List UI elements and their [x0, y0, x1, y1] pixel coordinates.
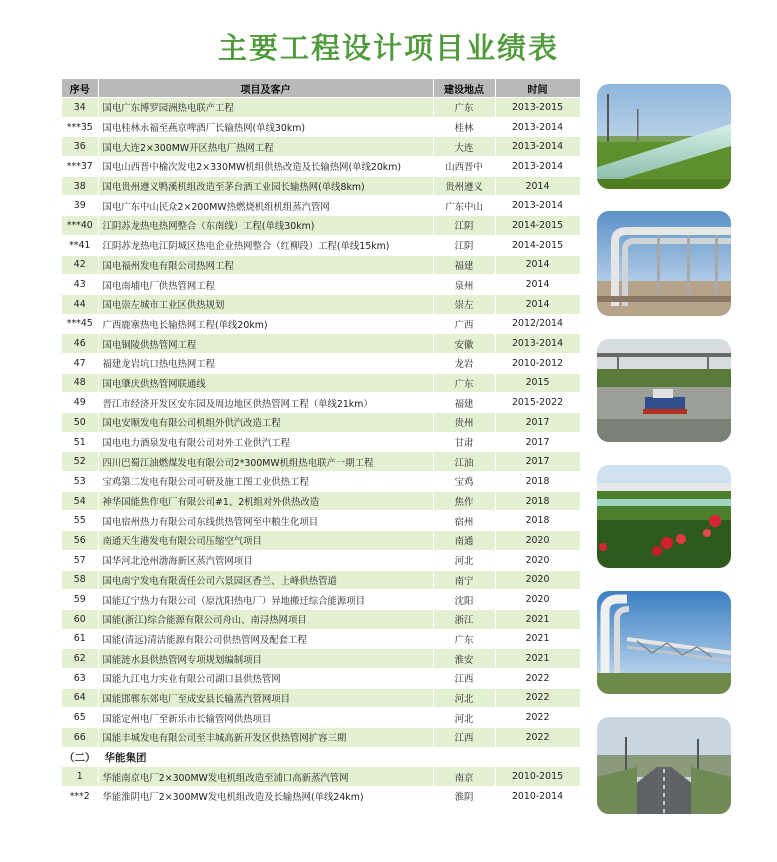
row-project: 国电广东博罗园洲热电联产工程 — [98, 98, 433, 118]
table-row — [62, 196, 580, 216]
row-project: 国华河北沧州渤海新区蒸汽管网项目 — [98, 550, 433, 570]
row-location: 广东中山 — [433, 196, 495, 216]
row-number: 50 — [62, 413, 98, 433]
row-number: ***35 — [62, 117, 98, 137]
row-time: 2014 — [495, 294, 580, 314]
table-row — [62, 708, 580, 728]
row-number: 44 — [62, 294, 98, 314]
row-time: 2013-2014 — [495, 157, 580, 177]
row-location: 江阴 — [433, 235, 495, 255]
row-time: 2010-2014 — [495, 787, 580, 807]
row-location: 南通 — [433, 531, 495, 551]
row-project: 国电电力酒泉发电有限公司对外工业供汽工程 — [98, 432, 433, 452]
row-time: 2018 — [495, 491, 580, 511]
row-number: 57 — [62, 550, 98, 570]
table-row — [62, 728, 580, 748]
table-row — [62, 629, 580, 649]
row-time: 2010-2012 — [495, 353, 580, 373]
row-time: 2013-2014 — [495, 117, 580, 137]
table-row — [62, 117, 580, 137]
row-location: 河北 — [433, 688, 495, 708]
table-row — [62, 491, 580, 511]
row-number: 62 — [62, 649, 98, 669]
row-number: 55 — [62, 511, 98, 531]
row-time: 2013-2014 — [495, 334, 580, 354]
row-project: 江阴苏龙热电热网整合（东南线）工程(单线30km) — [98, 216, 433, 236]
row-project: 华能淮阴电厂2×300MW发电机组改造及长输热网(单线24km) — [98, 787, 433, 807]
row-time: 2020 — [495, 550, 580, 570]
row-project: 国能辽宁热力有限公司（原沈阳热电厂）异地搬迁综合能源项目 — [98, 590, 433, 610]
row-location: 江西 — [433, 728, 495, 748]
row-project: 江阴苏龙热电江阴城区热电企业热网整合（红柳段）工程(单线15km) — [98, 235, 433, 255]
row-location: 淮安 — [433, 649, 495, 669]
row-project: 国电肇庆供热管网联通线 — [98, 373, 433, 393]
row-project: 国电南宁发电有限责任公司六景园区香兰、上峰供热管道 — [98, 570, 433, 590]
row-location: 福建 — [433, 393, 495, 413]
row-project: 国能九江电力实业有限公司湖口县供热管网 — [98, 668, 433, 688]
row-project: 国能(浙江)综合能源有限公司舟山、南浔热网项目 — [98, 609, 433, 629]
row-time: 2018 — [495, 472, 580, 492]
table-row — [62, 668, 580, 688]
row-location: 崇左 — [433, 294, 495, 314]
row-project: 国电铜陵供热管网工程 — [98, 334, 433, 354]
table-row — [62, 314, 580, 334]
page-title: 主要工程设计项目业绩表 — [217, 31, 559, 65]
row-number: ***2 — [62, 787, 98, 807]
row-project: 四川巴蜀江油燃煤发电有限公司2*300MW机组热电联产一期工程 — [98, 452, 433, 472]
table-row — [62, 609, 580, 629]
row-number: 61 — [62, 629, 98, 649]
header-location: 建设地点 — [433, 79, 495, 98]
table-row — [62, 432, 580, 452]
row-location: 桂林 — [433, 117, 495, 137]
row-time: 2017 — [495, 452, 580, 472]
row-number: ***40 — [62, 216, 98, 236]
row-location: 淮阴 — [433, 787, 495, 807]
section-empty-cell — [495, 747, 580, 767]
row-project: 国电桂林永福至燕京啤酒厂长输热网(单线30km) — [98, 117, 433, 137]
row-number: 51 — [62, 432, 98, 452]
row-project: 福建龙岩坑口热电热网工程 — [98, 353, 433, 373]
row-time: 2013-2015 — [495, 98, 580, 118]
row-project: 国电大连2×300MW开区热电厂热网工程 — [98, 137, 433, 157]
row-number: 42 — [62, 255, 98, 275]
row-time: 2013-2014 — [495, 196, 580, 216]
table-row — [62, 353, 580, 373]
row-time: 2015-2022 — [495, 393, 580, 413]
table-row — [62, 590, 580, 610]
row-project: 广西鹿寨热电长输热网工程(单线20km) — [98, 314, 433, 334]
row-location: 河北 — [433, 550, 495, 570]
row-time: 2010-2015 — [495, 767, 580, 787]
row-number: 58 — [62, 570, 98, 590]
row-number: 48 — [62, 373, 98, 393]
row-location: 江阴 — [433, 216, 495, 236]
row-project: 国电广东中山民众2×200MW热燃烧机组机组蒸汽管网 — [98, 196, 433, 216]
row-project: 国电崇左城市工业区供热规划 — [98, 294, 433, 314]
row-number: 53 — [62, 472, 98, 492]
table-row — [62, 570, 580, 590]
river-bridge-pipe-photo — [597, 339, 731, 442]
table-row — [62, 767, 580, 787]
row-location: 宿州 — [433, 511, 495, 531]
row-number: 38 — [62, 176, 98, 196]
row-time: 2014 — [495, 255, 580, 275]
pipe-rack-photo — [597, 211, 731, 316]
table-row — [62, 157, 580, 177]
table-row — [62, 531, 580, 551]
row-number: 54 — [62, 491, 98, 511]
row-project: 国电山西晋中榆次发电2×330MW机组供热改造及长输热网(单线20km) — [98, 157, 433, 177]
row-project: 国电南埔电厂供热管网工程 — [98, 275, 433, 295]
row-time: 2022 — [495, 688, 580, 708]
row-time: 2017 — [495, 432, 580, 452]
table-row — [62, 334, 580, 354]
row-time: 2022 — [495, 728, 580, 748]
row-project: 国能邯郸东郊电厂至成安县长输蒸汽管网项目 — [98, 688, 433, 708]
row-location: 沈阳 — [433, 590, 495, 610]
table-row — [62, 137, 580, 157]
row-location: 福建 — [433, 255, 495, 275]
row-location: 宝鸡 — [433, 472, 495, 492]
section-row — [62, 747, 580, 767]
row-location: 南宁 — [433, 570, 495, 590]
row-number: 56 — [62, 531, 98, 551]
row-number: 52 — [62, 452, 98, 472]
section-name: 华能集团 — [98, 747, 433, 767]
row-time: 2014 — [495, 275, 580, 295]
table-row — [62, 176, 580, 196]
row-number: 63 — [62, 668, 98, 688]
table-row — [62, 550, 580, 570]
row-location: 江西 — [433, 668, 495, 688]
row-location: 大连 — [433, 137, 495, 157]
table-row — [62, 216, 580, 236]
row-location: 河北 — [433, 708, 495, 728]
table-row — [62, 787, 580, 807]
header-time: 时间 — [495, 79, 580, 98]
row-project: 国电宿州热力有限公司东线供热管网至中粮生化项目 — [98, 511, 433, 531]
row-time: 2014-2015 — [495, 216, 580, 236]
row-number: 39 — [62, 196, 98, 216]
pipeline-field-photo — [597, 84, 731, 189]
table-row — [62, 275, 580, 295]
row-location: 贵州 — [433, 413, 495, 433]
row-time: 2013-2014 — [495, 137, 580, 157]
row-project: 南通天生港发电有限公司压缩空气项目 — [98, 531, 433, 551]
row-project: 国电福州发电有限公司热网工程 — [98, 255, 433, 275]
row-number: ***45 — [62, 314, 98, 334]
row-time: 2018 — [495, 511, 580, 531]
row-location: 江油 — [433, 452, 495, 472]
row-location: 山西晋中 — [433, 157, 495, 177]
row-project: 国能涟水县供热管网专项规划编制项目 — [98, 649, 433, 669]
table-row — [62, 373, 580, 393]
table-row — [62, 452, 580, 472]
table-body — [62, 98, 580, 807]
header-project: 项目及客户 — [98, 79, 433, 98]
table-row — [62, 649, 580, 669]
row-number: 60 — [62, 609, 98, 629]
row-project: 国能丰城发电有限公司至丰城高新开发区供热管网扩容三期 — [98, 728, 433, 748]
row-location: 龙岩 — [433, 353, 495, 373]
row-time: 2017 — [495, 413, 580, 433]
table-row — [62, 98, 580, 118]
flowers-pipe-photo — [597, 465, 731, 568]
row-number: 65 — [62, 708, 98, 728]
row-time: 2014-2015 — [495, 235, 580, 255]
row-project: 国电贵州遵义鸭溪机组改造至茅台酒工业园长输热网(单线8km) — [98, 176, 433, 196]
table-row — [62, 472, 580, 492]
table-row — [62, 511, 580, 531]
row-location: 泉州 — [433, 275, 495, 295]
row-project: 国能定州电厂至新乐市长输管网供热项目 — [98, 708, 433, 728]
row-location: 广东 — [433, 373, 495, 393]
row-time: 2021 — [495, 649, 580, 669]
row-number: 46 — [62, 334, 98, 354]
row-time: 2020 — [495, 590, 580, 610]
header-num: 序号 — [62, 79, 98, 98]
table-row — [62, 235, 580, 255]
row-number: 66 — [62, 728, 98, 748]
row-project: 国电安顺发电有限公司机组外供汽改造工程 — [98, 413, 433, 433]
row-number: 43 — [62, 275, 98, 295]
row-project: 神华国能焦作电厂有限公司#1、2机组对外供热改造 — [98, 491, 433, 511]
row-time: 2022 — [495, 668, 580, 688]
row-number: 49 — [62, 393, 98, 413]
row-location: 广西 — [433, 314, 495, 334]
row-location: 安徽 — [433, 334, 495, 354]
row-location: 浙江 — [433, 609, 495, 629]
row-time: 2021 — [495, 609, 580, 629]
row-project: 国能(清远)清洁能源有限公司供热管网及配套工程 — [98, 629, 433, 649]
table-row — [62, 688, 580, 708]
row-location: 焦作 — [433, 491, 495, 511]
row-number: 36 — [62, 137, 98, 157]
road-trees-photo — [597, 717, 731, 814]
row-time: 2014 — [495, 176, 580, 196]
row-project: 华能南京电厂2×300MW发电机组改造至浦口高新蒸汽管网 — [98, 767, 433, 787]
table-row — [62, 413, 580, 433]
row-number: 59 — [62, 590, 98, 610]
row-time: 2020 — [495, 570, 580, 590]
row-number: 64 — [62, 688, 98, 708]
row-time: 2015 — [495, 373, 580, 393]
table-header-row — [62, 79, 580, 98]
row-project: 晋江市经济开发区安东园及周边地区供热管网工程（单线21km） — [98, 393, 433, 413]
projects-table — [62, 79, 581, 807]
row-location: 甘肃 — [433, 432, 495, 452]
row-number: 1 — [62, 767, 98, 787]
row-number: **41 — [62, 235, 98, 255]
row-number: 34 — [62, 98, 98, 118]
row-number: ***37 — [62, 157, 98, 177]
row-location: 广东 — [433, 629, 495, 649]
table-row — [62, 255, 580, 275]
pipe-bridge-photo — [597, 591, 731, 694]
table-row — [62, 393, 580, 413]
row-time: 2021 — [495, 629, 580, 649]
section-empty-cell — [433, 747, 495, 767]
section-number: （二） — [62, 747, 98, 767]
row-location: 南京 — [433, 767, 495, 787]
table-row — [62, 294, 580, 314]
row-project: 宝鸡第二发电有限公司可研及施工图工业供热工程 — [98, 472, 433, 492]
row-time: 2012/2014 — [495, 314, 580, 334]
row-time: 2020 — [495, 531, 580, 551]
row-location: 广东 — [433, 98, 495, 118]
row-time: 2022 — [495, 708, 580, 728]
row-location: 贵州遵义 — [433, 176, 495, 196]
row-number: 47 — [62, 353, 98, 373]
